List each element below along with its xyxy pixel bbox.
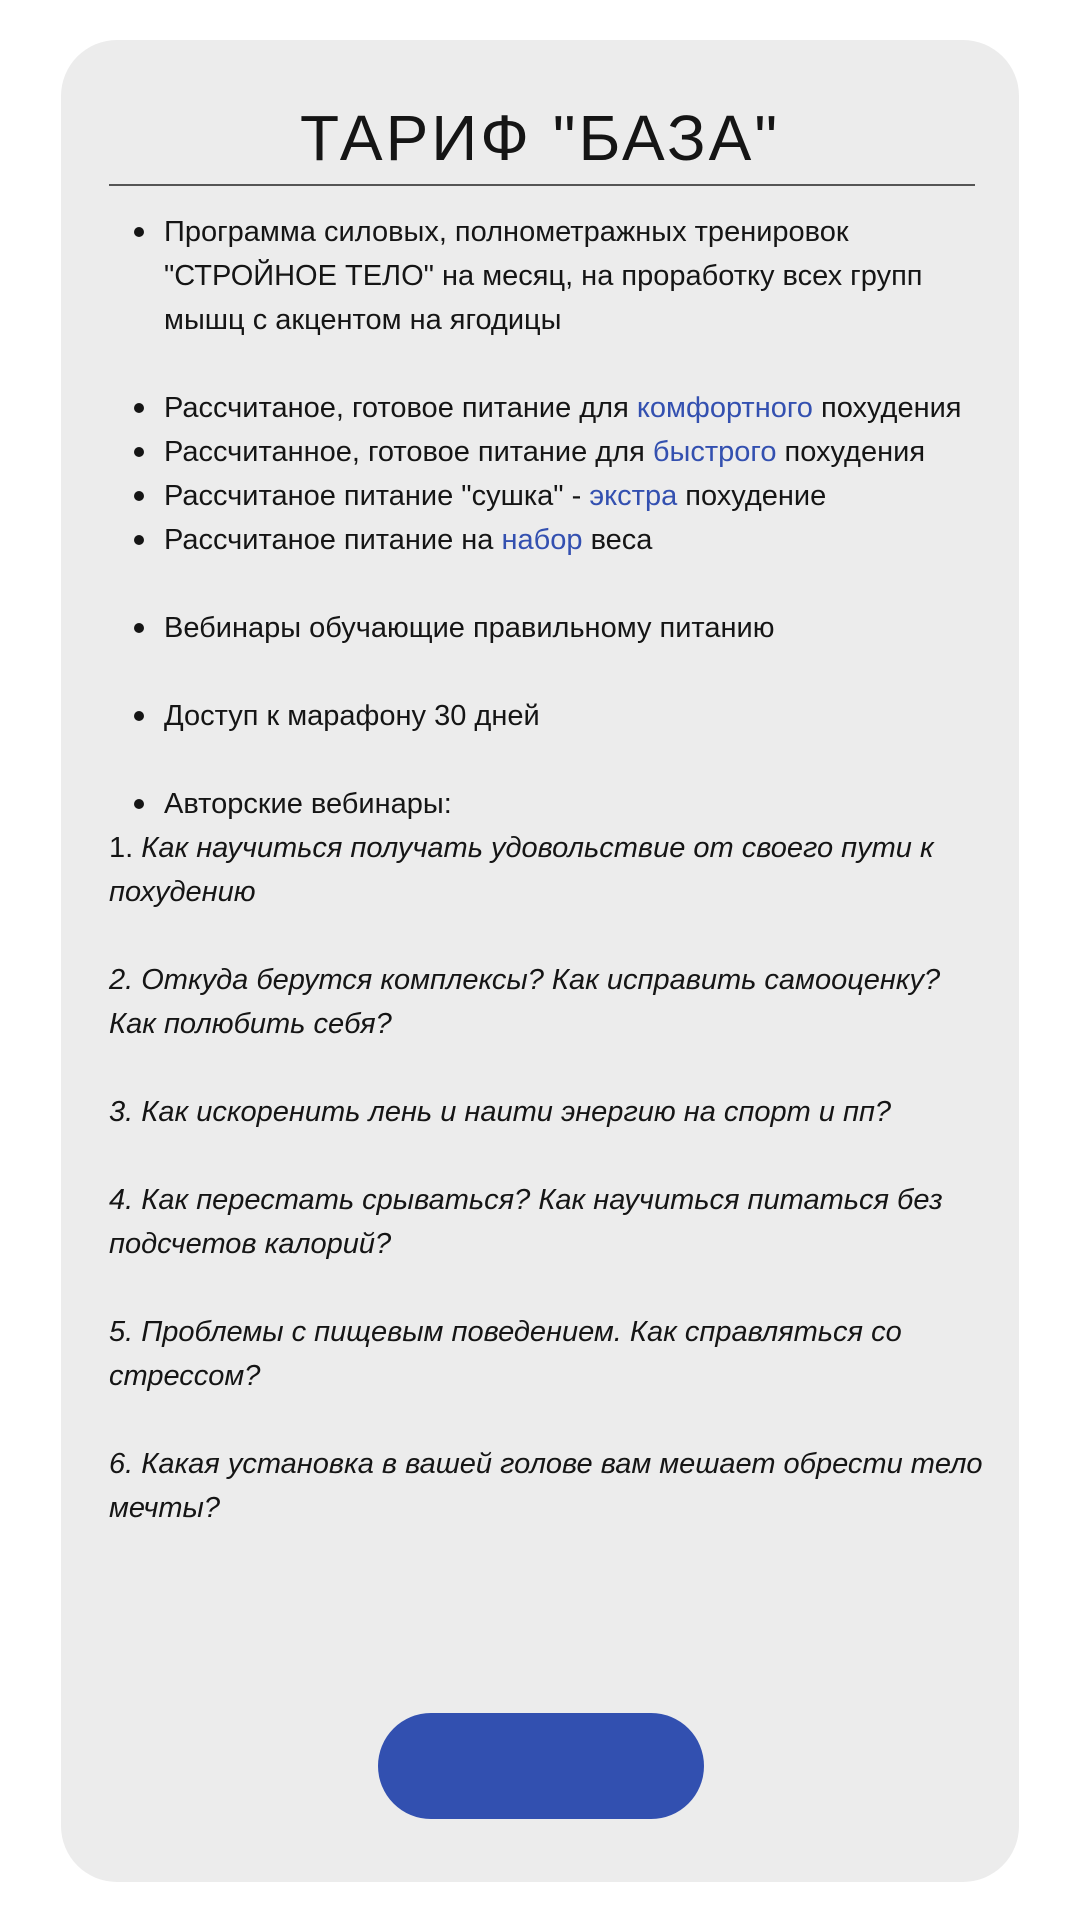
webinar-number: 1. — [109, 832, 134, 864]
tariff-content — [109, 210, 989, 1530]
webinar-text: Как научиться получать удовольствие от своего пути к похудению — [109, 832, 934, 908]
feature-item-extra-nutrition — [109, 474, 989, 518]
feature-text: Доступ к марафону 30 дней — [164, 700, 540, 732]
webinar-feature-list — [109, 606, 989, 650]
feature-text: Рассчитаное питание на — [164, 524, 502, 556]
feature-text: Вебинары обучающие правильному питанию — [164, 612, 775, 644]
title-divider — [109, 184, 975, 186]
webinar-item-4: 4. Как перестать срываться? Как научиться питаться без подсчетов калорий? — [109, 1184, 943, 1260]
marathon-feature-list — [109, 694, 989, 738]
feature-item-training — [109, 210, 989, 342]
feature-item-nutrition-webinars — [109, 606, 989, 650]
feature-accent: комфортного — [636, 392, 813, 424]
feature-accent: экстра — [589, 480, 678, 512]
webinar-item-2: 2. Откуда берутся комплексы? Как исправить самооценку? Как полюбить себя? — [109, 964, 941, 1040]
feature-item-gain-nutrition — [109, 518, 989, 562]
feature-item-author-webinars — [109, 782, 989, 826]
nutrition-list — [109, 386, 989, 562]
feature-text: Программа силовых, полнометражных тренировок "СТРОЙНОЕ ТЕЛО" на месяц, на проработку всех групп мышц с акцентом на ягодицы — [164, 216, 923, 336]
feature-text: похудения — [812, 392, 962, 424]
webinar-item-1 — [109, 826, 989, 914]
feature-item-fast-nutrition — [109, 430, 989, 474]
feature-text: веса — [582, 524, 653, 556]
feature-text: Авторские вебинары: — [164, 788, 452, 820]
feature-accent: набор — [501, 524, 583, 556]
feature-item-marathon — [109, 694, 989, 738]
feature-text: похудение — [677, 480, 827, 512]
feature-text: Рассчитаное питание "сушка" - — [164, 480, 590, 512]
author-webinars-list — [109, 782, 989, 826]
feature-list — [109, 210, 989, 342]
feature-item-comfort-nutrition — [109, 386, 989, 430]
webinar-item-5: 5. Проблемы с пищевым поведением. Как справляться со стрессом? — [109, 1316, 902, 1392]
webinar-item-6: 6. Какая установка в вашей голове вам мешает обрести тело мечты? — [109, 1448, 983, 1524]
feature-text: похудения — [776, 436, 926, 468]
webinar-item-3: 3. Как искоренить лень и наити энергию на спорт и пп? — [109, 1096, 892, 1128]
feature-accent: быстрого — [652, 436, 777, 468]
feature-text: Рассчитанное, готовое питание для — [164, 436, 653, 468]
feature-text: Рассчитаное, готовое питание для — [164, 392, 637, 424]
buy-button[interactable] — [378, 1713, 704, 1819]
tariff-title: ТАРИФ "БАЗА" — [299, 102, 781, 174]
